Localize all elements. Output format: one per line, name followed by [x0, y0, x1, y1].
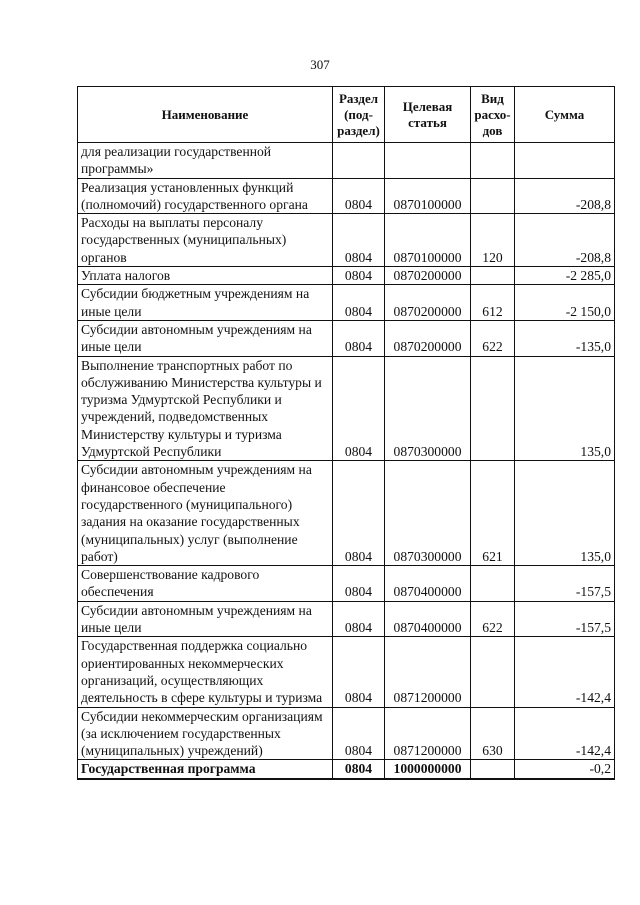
table-row	[78, 285, 615, 321]
row-sum: -157,5	[515, 566, 615, 602]
total-article: 1000000000	[385, 760, 471, 779]
table-row	[78, 461, 615, 566]
row-article: 0870300000	[385, 356, 471, 461]
row-kind	[471, 356, 515, 461]
row-name: Расходы на выплаты персоналу государственных (муниципальных) органов	[78, 214, 333, 267]
row-article: 0870400000	[385, 566, 471, 602]
row-name: Субсидии некоммерческим организациям (за исключением государственных (муниципальных) учреждений)	[78, 707, 333, 760]
header-kind-label: Вид расхо-дов	[474, 90, 511, 138]
row-name: Реализация установленных функций (полномочий) государственного органа	[78, 178, 333, 214]
row-article: 0870100000	[385, 214, 471, 267]
row-kind: 621	[471, 461, 515, 566]
row-section: 0804	[333, 566, 385, 602]
row-section	[333, 143, 385, 179]
row-article: 0870300000	[385, 461, 471, 566]
header-sum: Сумма	[515, 87, 615, 143]
row-kind	[471, 143, 515, 179]
header-name: Наименование	[78, 87, 333, 143]
table-row	[78, 143, 615, 179]
row-sum: -135,0	[515, 320, 615, 356]
row-sum: -2 150,0	[515, 285, 615, 321]
table-row	[78, 214, 615, 267]
row-sum	[515, 143, 615, 179]
row-name: Субсидии бюджетным учреждениям на иные цели	[78, 285, 333, 321]
row-kind	[471, 178, 515, 214]
row-article: 0870400000	[385, 601, 471, 637]
row-kind: 622	[471, 601, 515, 637]
row-sum: -2 285,0	[515, 267, 615, 285]
header-kind	[471, 87, 515, 143]
row-name: Субсидии автономным учреждениям на иные цели	[78, 601, 333, 637]
row-name: Государственная поддержка социально ориентированных некоммерческих организаций, осуществляющих деятельность в сфере культуры и туризма	[78, 637, 333, 707]
page-number: 307	[310, 57, 330, 72]
row-section: 0804	[333, 320, 385, 356]
row-kind: 612	[471, 285, 515, 321]
row-section: 0804	[333, 267, 385, 285]
header-section-label: Раздел (под-раздел)	[337, 90, 380, 138]
row-section: 0804	[333, 637, 385, 707]
table-row	[78, 356, 615, 461]
row-article: 0870200000	[385, 320, 471, 356]
row-section: 0804	[333, 214, 385, 267]
row-section: 0804	[333, 178, 385, 214]
row-article	[385, 143, 471, 179]
table-row	[78, 320, 615, 356]
total-section: 0804	[333, 760, 385, 779]
header-section	[333, 87, 385, 143]
row-name: Субсидии автономным учреждениям на иные цели	[78, 320, 333, 356]
row-section: 0804	[333, 707, 385, 760]
row-sum: -142,4	[515, 707, 615, 760]
row-kind: 120	[471, 214, 515, 267]
table-row	[78, 601, 615, 637]
row-article: 0870200000	[385, 285, 471, 321]
table-row	[78, 637, 615, 707]
row-kind: 622	[471, 320, 515, 356]
row-kind	[471, 566, 515, 602]
row-section: 0804	[333, 285, 385, 321]
row-kind	[471, 637, 515, 707]
row-name: Уплата налогов	[78, 267, 333, 285]
row-section: 0804	[333, 356, 385, 461]
total-name: Государственная программа	[78, 760, 333, 779]
table-row	[78, 178, 615, 214]
row-kind	[471, 267, 515, 285]
table-row	[78, 566, 615, 602]
row-sum: -208,8	[515, 214, 615, 267]
row-sum: -142,4	[515, 637, 615, 707]
row-article: 0871200000	[385, 637, 471, 707]
header-article: Целевая статья	[385, 87, 471, 143]
total-row	[78, 760, 615, 779]
row-article: 0871200000	[385, 707, 471, 760]
row-sum: -208,8	[515, 178, 615, 214]
row-name: для реализации государственной программы»	[78, 143, 333, 179]
row-kind: 630	[471, 707, 515, 760]
row-name: Выполнение транспортных работ по обслуживанию Министерства культуры и туризма Удмуртской Республики и учреждений, подведомственных Министерству культуры и туризма Удмуртской Республики	[78, 356, 333, 461]
table-row	[78, 267, 615, 285]
row-sum: 135,0	[515, 461, 615, 566]
row-article: 0870100000	[385, 178, 471, 214]
total-sum: -0,2	[515, 760, 615, 779]
budget-table	[77, 86, 615, 780]
row-name: Субсидии автономным учреждениям на финансовое обеспечение государственного (муниципального) задания на оказание государственных (муниципальных) услуг (выполнение работ)	[78, 461, 333, 566]
table-row	[78, 707, 615, 760]
row-article: 0870200000	[385, 267, 471, 285]
row-sum: -157,5	[515, 601, 615, 637]
row-name: Совершенствование кадрового обеспечения	[78, 566, 333, 602]
header-row	[78, 87, 615, 143]
row-section: 0804	[333, 461, 385, 566]
row-section: 0804	[333, 601, 385, 637]
row-sum: 135,0	[515, 356, 615, 461]
total-kind	[471, 760, 515, 779]
